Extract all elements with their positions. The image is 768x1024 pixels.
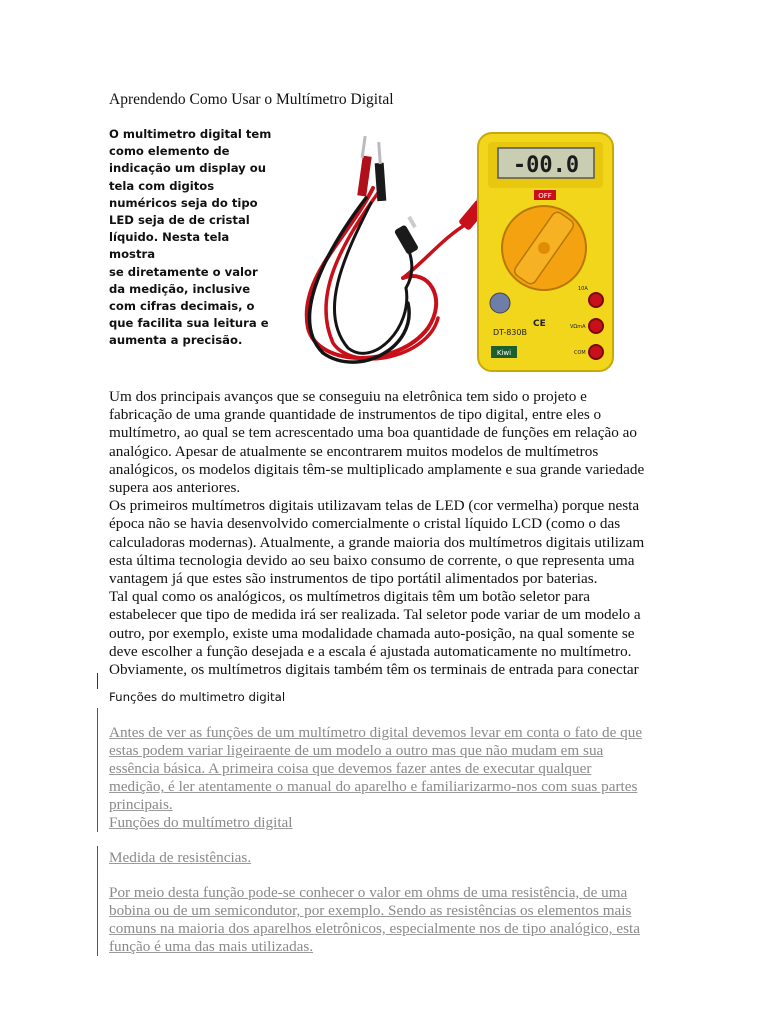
intro-line: O multimetro digital tem (109, 127, 272, 141)
terminal-10a (589, 293, 603, 307)
test-leads (307, 188, 468, 362)
terminal-com (589, 345, 603, 359)
paragraph-3 (109, 588, 669, 679)
link-resistance[interactable] (109, 849, 669, 867)
text-line: vantagem já que estes são instrumentos de tipo portátil alimentados por baterias. (109, 570, 598, 588)
intro-line: que facilita sua leitura e (109, 316, 269, 331)
transistor-socket (490, 293, 510, 313)
body-text (109, 388, 669, 679)
text-cursor (97, 673, 98, 689)
link-paragraph-1[interactable] (109, 724, 669, 833)
link-line[interactable]: Antes de ver as funções de um multímetro digital devemos levar em conta o fato de que (109, 724, 643, 741)
page-title: Aprendendo Como Usar o Multímetro Digital (109, 91, 394, 108)
text-line: estabelecer que tipo de medida irá ser realizada. Tal seletor pode variar de um modelo a (109, 606, 641, 624)
link-line[interactable]: estas podem variar ligeiraente de um modelo a outro mas que não mudam em sua (109, 742, 604, 760)
link-line[interactable]: medição, é ler atentamente o manual do aparelho e familiarizarmo-nos com suas partes (109, 778, 638, 796)
intro-line: aumenta a precisão. (109, 333, 243, 348)
text-line: Tal qual como os analógicos, os multímetros digitais têm um botão seletor para (109, 588, 591, 606)
ce-label: CE (533, 319, 546, 329)
text-line: Obviamente, os multímetros digitais também têm os terminais de entrada para conectar (109, 661, 639, 679)
link-line[interactable]: Medida de resistências. (109, 849, 252, 866)
intro-line: líquido. Nesta tela (109, 230, 230, 245)
text-line: analógicos, os modelos digitais têm-se multiplicado amplamente e sua grande variedade (109, 460, 645, 478)
link-line[interactable]: principais. (109, 796, 173, 814)
paragraph-2 (109, 497, 669, 588)
link-functions[interactable]: Funções do multímetro digital (109, 814, 293, 832)
text-line: calculadoras modernas). Atualmente, a grande maioria dos multímetros digitais utilizam (109, 533, 645, 551)
link-line[interactable]: função é uma das mais utilizadas. (109, 938, 314, 956)
model-label: DT-830B (493, 328, 527, 337)
terminal-label-10a: 10A (578, 286, 588, 292)
text-line: época não se havia desenvolvido comercialmente o cristal líquido LCD (como o das (109, 515, 621, 533)
intro-line: se diretamente o valor (109, 264, 258, 279)
intro-line: com cifras decimais, o (109, 299, 255, 314)
link-line[interactable]: essência básica. A primeira coisa que devemos fazer antes de executar qualquer (109, 760, 592, 778)
probe-red-1 (357, 136, 371, 197)
link-line[interactable]: comuns na maioria dos aparelhos eletrônicos, especialmente nos de tipo analógico, esta (109, 920, 640, 938)
intro-line: mostra (109, 247, 156, 262)
text-line: Um dos principais avanços que se conseguiu na eletrônica tem sido o projeto e (109, 388, 587, 405)
text-line: Os primeiros multímetros digitais utilizavam telas de LED (cor vermelha) porque nesta (109, 497, 640, 515)
intro-line: da medição, inclusive (109, 281, 251, 296)
brand-label: Kiwi (496, 349, 512, 357)
text-line: esta última tecnologia devido ao seu baixo consumo de corrente, o que representa uma (109, 551, 635, 569)
intro-line: tela com digitos (109, 178, 215, 193)
multimeter-device (478, 133, 613, 371)
intro-line: como elemento de (109, 144, 230, 159)
margin-rule (97, 846, 98, 956)
section-heading: Funções do multimetro digital (109, 690, 286, 704)
text-line: analógico. Apesar de atualmente se encontrarem muitos modelos de multímetros (109, 442, 599, 460)
intro-line: numéricos seja do tipo (109, 195, 258, 210)
multimeter-photo (278, 128, 633, 378)
text-line: outro, por exemplo, existe uma modalidade chamada auto-posição, na qual somente se (109, 624, 635, 642)
intro-line: indicação um display ou (109, 161, 266, 176)
off-label: OFF (538, 192, 552, 200)
text-line: supera aos anteriores. (109, 479, 241, 497)
link-line[interactable]: Por meio desta função pode-se conhecer o valor em ohms de uma resistência, de uma (109, 884, 628, 901)
plug-black (394, 216, 419, 255)
terminal-label-vohm: VΩmA (570, 324, 586, 330)
paragraph-1 (109, 388, 669, 497)
intro-text (109, 126, 272, 350)
intro-line: LED seja de de cristal (109, 213, 250, 228)
terminal-vohm (589, 319, 603, 333)
margin-rule (97, 708, 98, 832)
terminal-label-com: COM (574, 350, 586, 356)
text-line: multímetro, ao qual se tem acrescentado uma boa quantidade de funções em relação ao (109, 424, 637, 442)
link-paragraph-2[interactable] (109, 884, 669, 956)
text-line: fabricação de uma grande quantidade de instrumentos de tipo digital, entre eles o (109, 406, 602, 424)
text-line: deve escolher a função desejada e a escala é ajustada automaticamente no multímetro. (109, 642, 632, 660)
lcd-reading: -00.0 (512, 153, 580, 178)
link-line[interactable]: bobina ou de um semicondutor, por exemplo. Sendo as resistências os elementos mais (109, 902, 632, 920)
